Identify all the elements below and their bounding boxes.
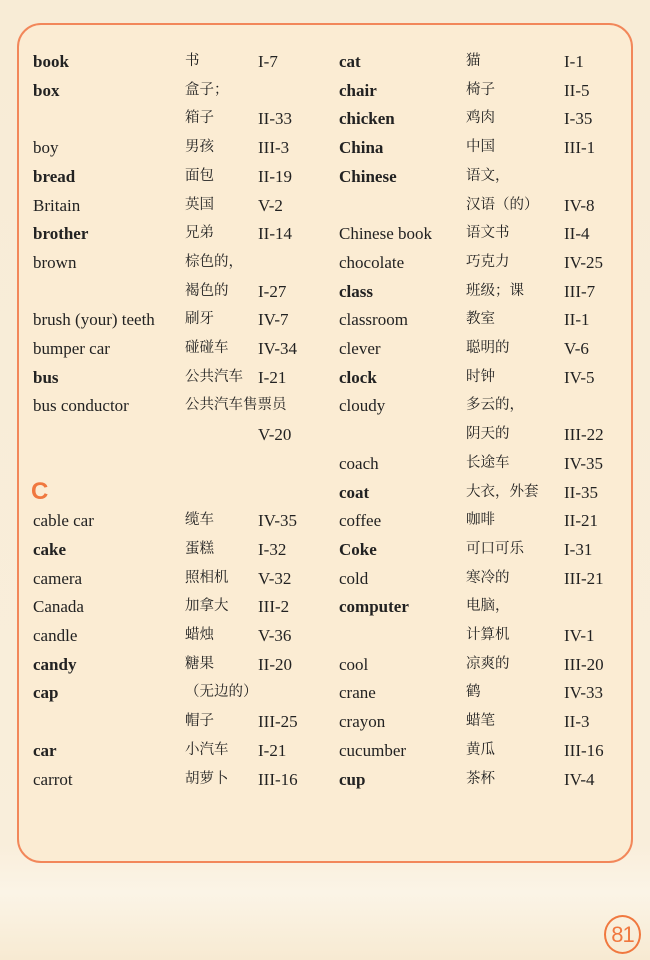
entry-reference: II-4 <box>564 224 590 244</box>
entry-translation: 聪明的 <box>466 340 510 356</box>
entry-translation: 公共汽车售票员 <box>185 397 287 414</box>
entry-word: cloudy <box>339 396 386 416</box>
entry-translation: 蛋糕 <box>185 540 214 557</box>
entry-reference: IV-8 <box>564 195 595 215</box>
entry-word: clever <box>339 339 381 358</box>
entry-reference: IV-5 <box>564 367 595 387</box>
vocabulary-panel <box>17 23 633 863</box>
entry-reference: IV-35 <box>258 511 298 531</box>
entry-reference: II-3 <box>564 712 590 732</box>
entry-reference: III-22 <box>564 425 604 445</box>
entry-reference: IV-33 <box>564 683 604 703</box>
entry-word: chocolate <box>339 252 405 272</box>
entry-translation: 黄瓜 <box>466 741 495 758</box>
entry-reference: I-21 <box>258 367 287 387</box>
entry-word: camera <box>33 568 83 588</box>
entry-translation: 小汽车 <box>185 741 229 758</box>
entry-translation: 胡萝卜 <box>185 770 229 787</box>
entry-translation: 汉语（的） <box>466 196 539 213</box>
entry-translation: 缆车 <box>185 512 214 529</box>
entry-translation: 大衣，外套 <box>466 483 539 500</box>
entry-translation: 巧克力 <box>466 253 510 270</box>
entry-reference: III-16 <box>564 740 604 760</box>
entry-word: class <box>339 281 373 301</box>
entry-translation: 加拿大 <box>185 598 229 615</box>
entry-translation: 多云的， <box>466 397 524 414</box>
entry-reference: III-25 <box>258 712 298 732</box>
entry-reference: II-35 <box>564 482 598 502</box>
entry-word: bumper car <box>33 339 110 358</box>
entry-word: computer <box>339 597 409 617</box>
entry-word: cool <box>339 654 369 674</box>
entry-word: boy <box>33 138 59 158</box>
entry-reference: II-20 <box>258 654 292 674</box>
entry-word: candy <box>33 654 77 674</box>
entry-reference: II-1 <box>564 310 590 330</box>
entry-reference: III-20 <box>564 654 604 674</box>
entry-word: cable car <box>33 511 94 531</box>
entry-reference: V-36 <box>258 626 292 645</box>
entry-reference: V-6 <box>564 339 589 358</box>
entry-translation: 阴天的 <box>466 426 510 443</box>
entry-reference: III-7 <box>564 281 596 301</box>
entry-translation: 糖果 <box>185 655 214 672</box>
entry-translation: 猫 <box>466 53 481 69</box>
entry-reference: IV-4 <box>564 769 595 789</box>
entry-word: Chinese <box>339 166 397 186</box>
entry-word: China <box>339 138 384 158</box>
entry-reference: II-19 <box>258 166 292 186</box>
entry-reference: II-21 <box>564 511 598 531</box>
entry-translation: 中国 <box>466 139 495 156</box>
entry-translation: 寒冷的 <box>466 569 510 586</box>
entry-word: Canada <box>33 597 84 617</box>
entry-translation: 班级；课 <box>466 282 524 299</box>
entry-translation: 计算机 <box>466 627 510 643</box>
entry-translation: 棕色的， <box>185 253 243 270</box>
entry-translation: 面包 <box>185 167 214 184</box>
entry-translation: 可口可乐 <box>466 540 524 557</box>
entry-reference: III-3 <box>258 138 290 158</box>
entry-translation: 男孩 <box>185 139 214 156</box>
entry-reference: III-21 <box>564 568 604 588</box>
entry-word: coach <box>339 453 379 473</box>
entry-reference: I-32 <box>258 539 287 559</box>
entry-word: classroom <box>339 310 408 330</box>
entry-reference: III-16 <box>258 769 298 789</box>
entry-word: candle <box>33 626 78 645</box>
entry-word: brown <box>33 252 77 272</box>
entry-word: brother <box>33 224 89 244</box>
entry-translation: 英国 <box>185 196 214 213</box>
entry-translation: 鹤 <box>466 684 481 701</box>
section-heading-c: C <box>31 478 49 505</box>
entry-reference: IV-7 <box>258 310 289 330</box>
entry-reference: IV-34 <box>258 339 298 358</box>
entry-translation: 书 <box>185 53 200 69</box>
entry-word: cake <box>33 539 67 559</box>
entry-word: carrot <box>33 769 73 789</box>
entry-reference: V-2 <box>258 195 283 215</box>
entry-word: box <box>33 80 60 100</box>
entry-word: Britain <box>33 195 81 215</box>
entry-word: clock <box>339 367 377 387</box>
entry-word: coat <box>339 482 370 502</box>
entry-translation: 时钟 <box>466 368 495 385</box>
entry-reference: I-27 <box>258 281 287 301</box>
entry-translation: 褐色的 <box>185 282 229 299</box>
entry-reference: V-32 <box>258 568 292 588</box>
entry-reference: I-35 <box>564 109 593 129</box>
entry-translation: （无边的） <box>185 684 258 701</box>
entry-reference: I-1 <box>564 52 584 71</box>
entry-word: crayon <box>339 712 386 732</box>
entry-word: cold <box>339 568 369 588</box>
entry-reference: III-1 <box>564 138 596 158</box>
page-number: 81 <box>604 915 641 954</box>
entry-translation: 蜡烛 <box>185 627 214 643</box>
entry-translation: 箱子 <box>185 110 214 127</box>
entry-word: Coke <box>339 539 377 559</box>
entry-word: bus <box>33 367 59 387</box>
entry-translation: 碰碰车 <box>185 340 229 356</box>
entry-word: bread <box>33 166 76 186</box>
entry-reference: II-5 <box>564 80 590 100</box>
entry-reference: II-33 <box>258 109 292 129</box>
entry-reference: I-7 <box>258 52 278 71</box>
entry-word: cup <box>339 769 366 789</box>
entry-translation: 电脑， <box>466 598 510 615</box>
entry-translation: 语文书 <box>466 225 510 242</box>
entry-word: book <box>33 52 69 71</box>
entry-word: brush (your) teeth <box>33 310 155 330</box>
entry-word: chair <box>339 80 377 100</box>
entry-translation: 盒子； <box>185 81 229 98</box>
entry-translation: 帽子 <box>185 713 214 730</box>
entry-translation: 茶杯 <box>466 770 495 787</box>
entry-translation: 语文， <box>466 167 510 184</box>
entry-reference: I-31 <box>564 539 593 559</box>
entry-translation: 公共汽车 <box>185 368 243 385</box>
entry-word: cap <box>33 683 59 703</box>
entry-reference: IV-1 <box>564 626 595 645</box>
entry-reference: III-2 <box>258 597 290 617</box>
entry-word: bus conductor <box>33 396 129 416</box>
entry-reference: IV-25 <box>564 252 604 272</box>
entry-translation: 教室 <box>466 311 495 328</box>
entry-reference: IV-35 <box>564 453 604 473</box>
entry-translation: 椅子 <box>466 81 495 98</box>
entry-reference: V-20 <box>258 425 292 445</box>
entry-word: car <box>33 740 57 760</box>
entry-translation: 咖啡 <box>466 512 495 529</box>
entry-word: crane <box>339 683 376 703</box>
entry-word: coffee <box>339 511 382 531</box>
entry-translation: 蜡笔 <box>466 713 495 730</box>
entry-reference: II-14 <box>258 224 292 244</box>
entry-translation: 凉爽的 <box>466 655 510 672</box>
entry-word: cucumber <box>339 740 407 760</box>
entry-translation: 鸡肉 <box>466 110 495 127</box>
entry-translation: 刷牙 <box>185 311 214 328</box>
entry-translation: 照相机 <box>185 569 229 586</box>
entry-word: Chinese book <box>339 224 433 244</box>
entry-word: chicken <box>339 109 395 129</box>
entry-translation: 兄弟 <box>185 225 214 242</box>
entry-reference: I-21 <box>258 740 287 760</box>
entry-translation: 长途车 <box>466 454 510 471</box>
entry-word: cat <box>339 52 361 71</box>
